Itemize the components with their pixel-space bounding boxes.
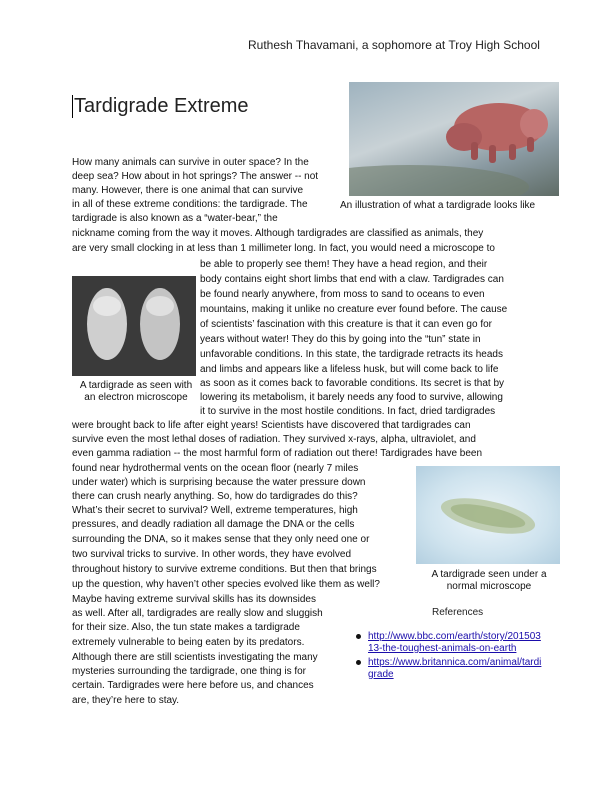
body-line: in all of these extreme conditions: the tardigrade. The [72,199,308,210]
body-line: as well. After all, tardigrades are really slow and sluggish [72,608,323,619]
body-line: years without water! They do this by going into the “tun” state in [200,334,481,345]
body-line: are very small clocking in at less than 1 millimeter long. In fact, you would need a microscope to [72,243,495,254]
bullet-icon [356,634,361,639]
body-line: it to survive in the most hostile conditions. In fact, dried tardigrades [200,406,496,417]
illustration-caption: An illustration of what a tardigrade looks like [340,200,536,211]
body-line: and limbs and appears like a lifeless husk, but will come back to life [200,364,499,375]
body-line: mountains, making it unlike no creature ever found before. The cause [200,304,508,315]
body-line: for their size. Also, the tun state makes a tardigrade [72,622,300,633]
body-line: two survival tricks to survive. In other words, they have evolved [72,549,352,560]
page-title: Tardigrade Extreme [74,95,249,117]
tardigrade-illustration-image [349,82,559,196]
body-line: Maybe having extreme survival skills has its downsides [72,594,316,605]
body-line: found near hydrothermal vents on the ocean floor (nearly 7 miles [72,463,359,474]
body-line: under water) which is surprising because the water pressure down [72,477,366,488]
body-line: as soon as it comes back to favorable conditions. Its secret is that by [200,378,505,389]
body-line: How many animals can survive in outer space? In the [72,157,309,168]
reference-link-2[interactable]: https://www.britannica.com/animal/tardi grade [368,657,542,680]
reference-link-1[interactable]: http://www.bbc.com/earth/story/201503 13-the-toughest-animals-on-earth [368,631,541,654]
body-line: What’s their secret to survival? Well, extreme temperatures, high [72,505,358,516]
body-line: mysteries surrounding the tardigrade, one thing is for [72,666,307,677]
body-line: extremely vulnerable to being eaten by its predators. [72,637,305,648]
references-heading: References [432,607,484,618]
body-line: certain. Tardigrades were here before us, and chances [72,680,314,691]
body-line: nickname coming from the way it moves. Although tardigrades are classified as animals, they [72,228,484,239]
body-line: up the question, why haven’t other species evolved like them as well? [72,579,380,590]
body-line: throughout history to survive extreme conditions. But then that brings [72,564,377,575]
body-line: be found nearly anywhere, from moss to sand to oceans to even [200,289,485,300]
body-line: Although there are still scientists investigating the many [72,652,318,663]
body-line: body contains eight short limbs that end with a claw. Tardigrades can [200,274,504,285]
body-line: are, they’re here to stay. [72,695,180,706]
bullet-icon [356,660,361,665]
body-line: unfavorable conditions. In this state, the tardigrade retracts its heads [200,349,503,360]
electron-microscope-image [72,276,196,376]
reference-item[interactable] [368,657,541,681]
body-line: be able to properly see them! They have a head region, and their [200,259,488,270]
normal-microscope-image [416,466,560,564]
body-line: survive even the most lethal doses of radiation. They survived x-rays, alpha, ultraviolet, and [72,434,476,445]
body-line: deep sea? How about in hot springs? The answer -- not [72,171,319,182]
body-line: surrounding the DNA, so it makes sense that they only need one or [72,534,370,545]
body-line: tardigrade is also known as a “water-bear,” the [72,213,278,224]
body-line: of scientists’ fascination with this creature is that it can even go for [200,319,492,330]
body-line: lowering its metabolism, it barely needs any food to survive, allowing [200,392,503,403]
body-line: even gamma radiation -- the most harmful form of radiation out there! Tardigrades have been [72,448,483,459]
author-line: Ruthesh Thavamani, a sophomore at Troy High School [248,38,540,52]
body-line: many. However, there is one animal that can survive [72,185,304,196]
body-line: were brought back to life after eight years! Scientists have discovered that tardigrades can [72,420,471,431]
normal-microscope-caption: A tardigrade seen under a normal microscope [431,569,547,592]
body-line: pressures, and deadly radiation all damage the DNA or the cells [72,519,355,530]
electron-caption: A tardigrade as seen with an electron microscope [79,380,193,403]
body-line: there can crush nearly anything. So, how do tardigrades do this? [72,491,358,502]
reference-item[interactable] [368,631,541,655]
